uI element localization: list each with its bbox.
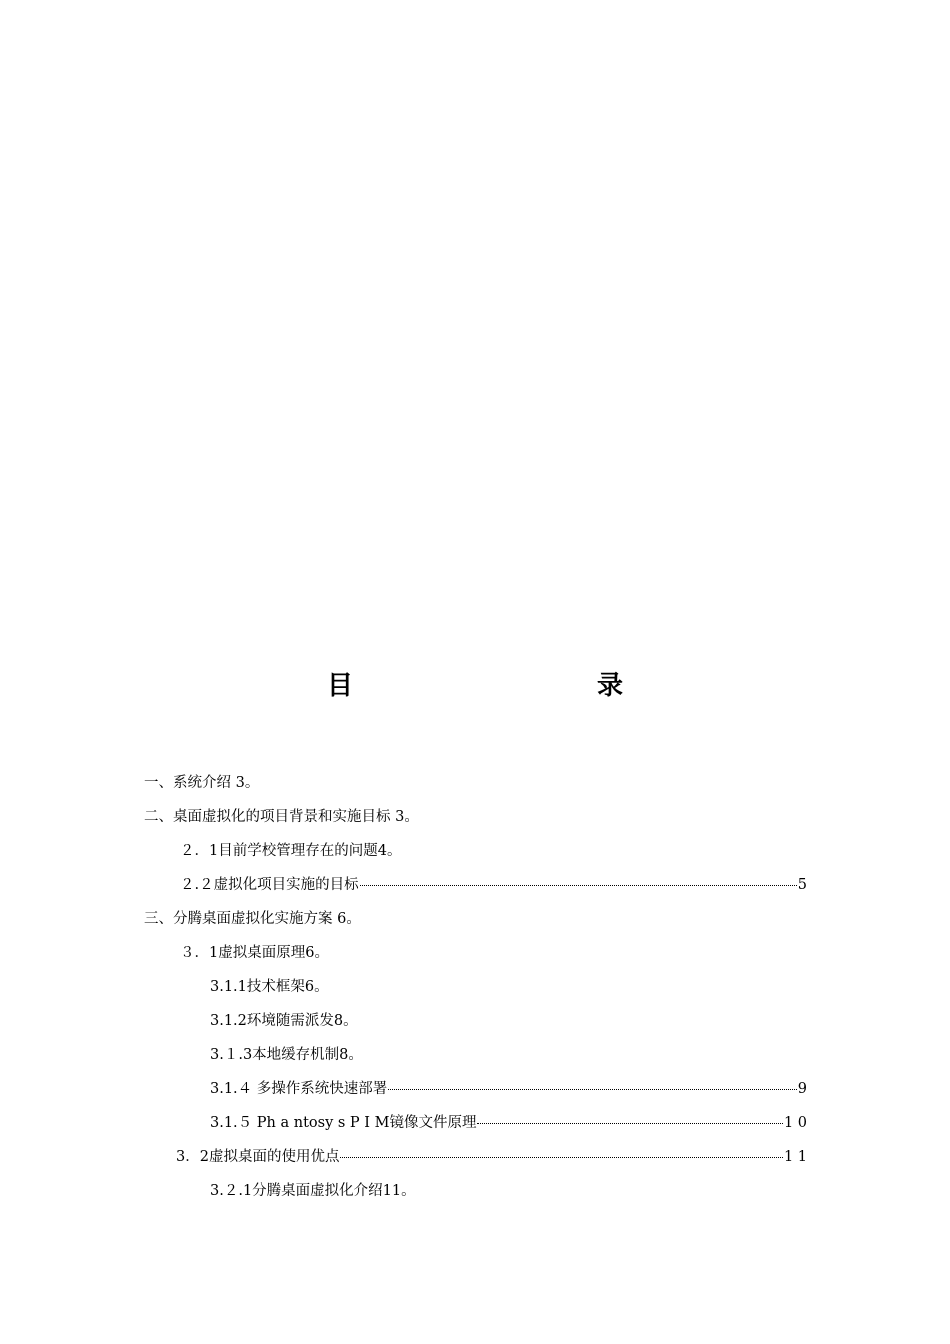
toc-entry[interactable] [0,976,807,1010]
toc-dot-leader [477,1123,782,1124]
toc-entry[interactable] [0,1078,807,1112]
toc-entry[interactable] [0,772,807,806]
toc-entry[interactable] [0,1010,807,1044]
table-of-contents [0,772,950,1214]
toc-entry-text: 3.２.1分腾桌面虚拟化介绍11。 [210,1183,416,1199]
toc-entry-text: 三、分腾桌面虚拟化实施方案 6。 [144,911,361,927]
toc-dot-leader [360,885,797,886]
toc-dot-leader [388,1089,796,1090]
toc-entry[interactable] [0,942,807,976]
toc-page-number: 1 0 [783,1115,807,1131]
toc-page-number: 9 [797,1081,807,1097]
toc-entry-text: ２.２虚拟化项目实施的目标 [180,877,359,893]
toc-entry-text: 3.１.3本地缓存机制8。 [210,1047,363,1063]
toc-entry[interactable] [0,874,807,908]
toc-entry[interactable] [0,1112,807,1146]
toc-entry[interactable] [0,908,807,942]
toc-entry-text: 3.1.1技术框架6。 [210,979,329,995]
toc-dot-leader [340,1157,782,1158]
toc-entry[interactable] [0,1146,807,1180]
toc-entry[interactable] [0,840,807,874]
toc-entry-text: 3．2虚拟桌面的使用优点 [176,1149,340,1165]
toc-entry-text: 3.1.５ Ph a ntosy s P I M镜像文件原理 [210,1115,477,1131]
toc-entry-text: 3.1.2环境随需派发8。 [210,1013,358,1029]
toc-entry-text: 3.1.４ 多操作系统快速部署 [210,1081,388,1097]
toc-title: 目 录 [326,671,687,701]
toc-entry-text: 一、系统介绍 3。 [144,775,260,791]
toc-entry-text: ２．1目前学校管理存在的问题4。 [180,843,402,859]
toc-entry-text: ３．1虚拟桌面原理6。 [180,945,329,961]
toc-entry[interactable] [0,806,807,840]
toc-page-number: 1 1 [783,1149,807,1165]
toc-entry[interactable] [0,1180,807,1214]
toc-entry-text: 二、桌面虚拟化的项目背景和实施目标 3。 [144,809,419,825]
toc-page-number: 5 [797,877,807,893]
toc-entry[interactable] [0,1044,807,1078]
